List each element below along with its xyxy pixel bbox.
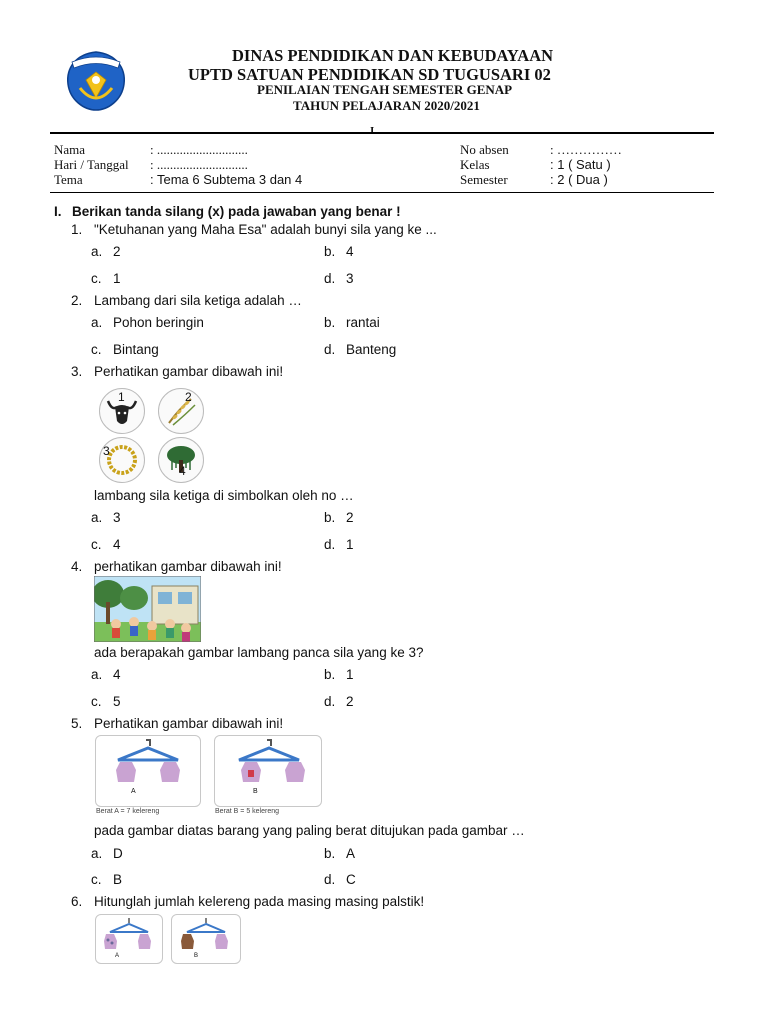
q3-option-b[interactable]: b. 2 (324, 510, 354, 525)
symbol-rice-cotton (158, 388, 204, 434)
hari-tanggal-field[interactable]: : ............................ (150, 157, 248, 172)
no-absen-label: No absen (460, 142, 509, 157)
q3-option-d[interactable]: d. 1 (324, 537, 354, 552)
question-6: 6. Hitunglah jumlah kelereng pada masing masing palstik! (71, 894, 425, 909)
question-5: 5. Perhatikan gambar dibawah ini! (71, 716, 284, 731)
tut-wuri-handayani-logo (62, 50, 130, 112)
q1-option-a[interactable]: a. 2 (91, 244, 121, 259)
header-line-2: UPTD SATUAN PENDIDIKAN SD TUGUSARI 02 (188, 65, 551, 84)
rice-cotton-icon (159, 389, 203, 433)
q2-option-a[interactable]: a. Pohon beringin (91, 315, 204, 330)
children-playing-illustration (94, 576, 201, 642)
hari-tanggal-label: Hari / Tanggal (54, 157, 129, 172)
marble-panel-b (171, 914, 241, 964)
symbol-number-2: 2 (185, 390, 192, 404)
q1-option-d[interactable]: d. 3 (324, 271, 354, 286)
header-line-3: PENILAIAN TENGAH SEMESTER GENAP (257, 82, 513, 97)
symbol-number-1: 1 (118, 390, 125, 404)
marble-panel-b-label: B (194, 953, 199, 959)
nama-field[interactable]: : ............................ (150, 142, 248, 157)
q2-option-c[interactable]: c. Bintang (91, 342, 159, 357)
question-2: 2. Lambang dari sila ketiga adalah … (71, 293, 302, 308)
kelas-value: : 1 ( Satu ) (550, 157, 611, 172)
no-absen-field[interactable]: : …………… (550, 142, 622, 157)
tema-label: Tema (54, 172, 83, 187)
panel-a-label: A (131, 788, 136, 795)
tema-value: : Tema 6 Subtema 3 dan 4 (150, 172, 303, 187)
q4-option-b[interactable]: b. 1 (324, 667, 354, 682)
caption-a: Berat A = 7 kelereng (96, 808, 160, 815)
symbol-number-3: 3 (103, 444, 110, 458)
q2-option-b[interactable]: b. rantai (324, 315, 380, 330)
q5-option-d[interactable]: d. C (324, 872, 356, 887)
scale-panel-a (95, 735, 201, 807)
q2-option-d[interactable]: d. Banteng (324, 342, 397, 357)
header-rule-bottom (50, 192, 714, 193)
panel-b-label: B (253, 788, 258, 795)
question-3: 3. Perhatikan gambar dibawah ini! (71, 364, 284, 379)
q1-option-b[interactable]: b. 4 (324, 244, 354, 259)
marble-panel-a (95, 914, 163, 964)
hanger-scale-a-icon (96, 736, 200, 806)
question-4-followup: ada berapakah gambar lambang panca sila yang ke 3? (94, 645, 424, 660)
kelas-label: Kelas (460, 157, 490, 172)
semester-value: : 2 ( Dua ) (550, 172, 608, 187)
hanger-marbles-a-icon (96, 915, 162, 963)
header-mark: I. (370, 125, 378, 137)
q3-option-c[interactable]: c. 4 (91, 537, 121, 552)
hanger-scale-b-icon (215, 736, 321, 806)
q5-option-c[interactable]: c. B (91, 872, 123, 887)
caption-b: Berat B = 5 kelereng (215, 808, 280, 815)
header-line-4: TAHUN PELAJARAN 2020/2021 (293, 98, 480, 113)
symbol-number-4: 4 (179, 464, 186, 478)
marble-panel-a-label: A (115, 953, 120, 959)
section-heading (54, 204, 401, 219)
q4-option-c[interactable]: c. 5 (91, 694, 121, 709)
q5-option-a[interactable]: a. D (91, 846, 123, 861)
scale-panel-b (214, 735, 322, 807)
section-title: Berikan tanda silang (x) pada jawaban yang benar ! (72, 204, 401, 219)
q3-option-a[interactable]: a. 3 (91, 510, 121, 525)
q5-option-b[interactable]: b. A (324, 846, 356, 861)
section-roman: I. (54, 204, 62, 219)
hanger-marbles-b-icon (172, 915, 240, 963)
q1-option-c[interactable]: c. 1 (91, 271, 121, 286)
semester-label: Semester (460, 172, 508, 187)
q4-option-d[interactable]: d. 2 (324, 694, 354, 709)
question-5-followup: pada gambar diatas barang yang paling berat ditujukan pada gambar … (94, 823, 525, 838)
nama-label: Nama (54, 142, 86, 157)
q4-option-a[interactable]: a. 4 (91, 667, 121, 682)
header-line-1: DINAS PENDIDIKAN DAN KEBUDAYAAN (232, 46, 554, 65)
header-rule-top (50, 132, 714, 134)
question-1: 1. "Ketuhanan yang Maha Esa" adalah bunyi sila yang ke ... (71, 222, 437, 237)
question-4: 4. perhatikan gambar dibawah ini! (71, 559, 282, 574)
question-3-followup: lambang sila ketiga di simbolkan oleh no … (94, 488, 354, 503)
